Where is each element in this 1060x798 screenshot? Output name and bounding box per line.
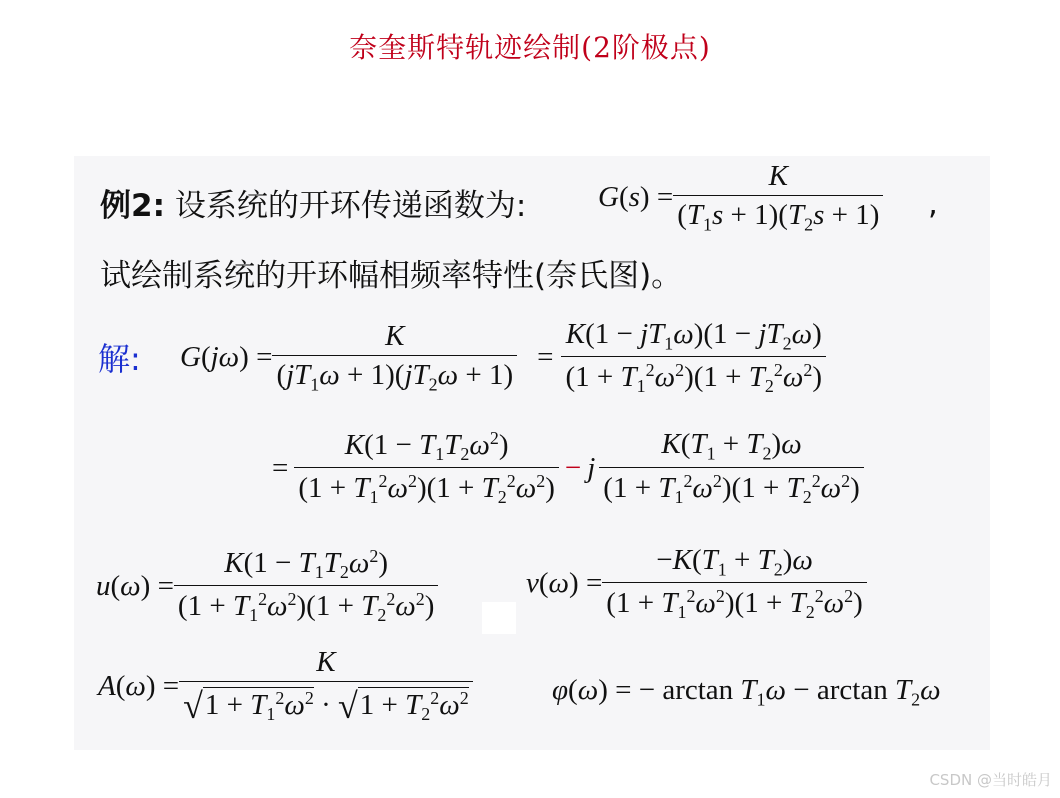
example-line-2: 试绘制系统的开环幅相频率特性(奈氏图)。 [100, 258, 683, 294]
u-omega-formula: u(ω) = $\frac{K(1 - T_1T_2\omega^2)}{(1 + T_1^2\omega^2)(1 + T_2^2\omega^2)}$ [96, 546, 438, 626]
example-comma: , [928, 186, 938, 222]
example-text-1: 设系统的开环传递函数为: [174, 188, 527, 224]
g-jw-expanded: = $\frac{K(1 - T_1T_2\omega^2)}{(1 + T_1^2\omega^2)(1 + T_2^2\omega^2)}$ − j $\frac{K(T_1 + T_2)\omega}{(1 + T_1^2\omega^2)(1 + T_2^2\omega^2)}$ [272, 428, 864, 508]
a-omega-formula: A(ω) = $\frac{K}{√1 + T_1^2\omega^2 \cdot √1 + T_2^2\omega^2}$ [98, 646, 473, 727]
v-omega-formula: v(ω) = $\frac{-K(T_1 + T_2)\omega}{(1 + T_1^2\omega^2)(1 + T_2^2\omega^2)}$ [526, 544, 867, 623]
slide-title: 奈奎斯特轨迹绘制(2阶极点) [349, 31, 711, 64]
g-jw-formula: G(jω) = $\frac{K}{(jT_1\omega + 1)(jT_2\omega + 1)}$ = $\frac{K(1 - jT_1\omega)(1 - jT_2\omega)}{(1 + T_1^2\omega^2)(1 + T_2^2\omega^2)}$ [180, 318, 826, 397]
example-line-1 [100, 180, 526, 225]
blank-patch [482, 602, 516, 634]
transfer-function-formula: G(s) = $\frac{K}{(T_1s + 1)(T_2s + 1)}$ [598, 160, 883, 235]
solution-label: 解: [98, 340, 141, 378]
watermark: CSDN @当时皓月 [929, 771, 1052, 789]
example-label: 例2: [100, 188, 165, 224]
phi-omega-formula: φ(ω) = − $\arctan T_1\omega - \arctan T_2\omega$ [552, 674, 941, 710]
